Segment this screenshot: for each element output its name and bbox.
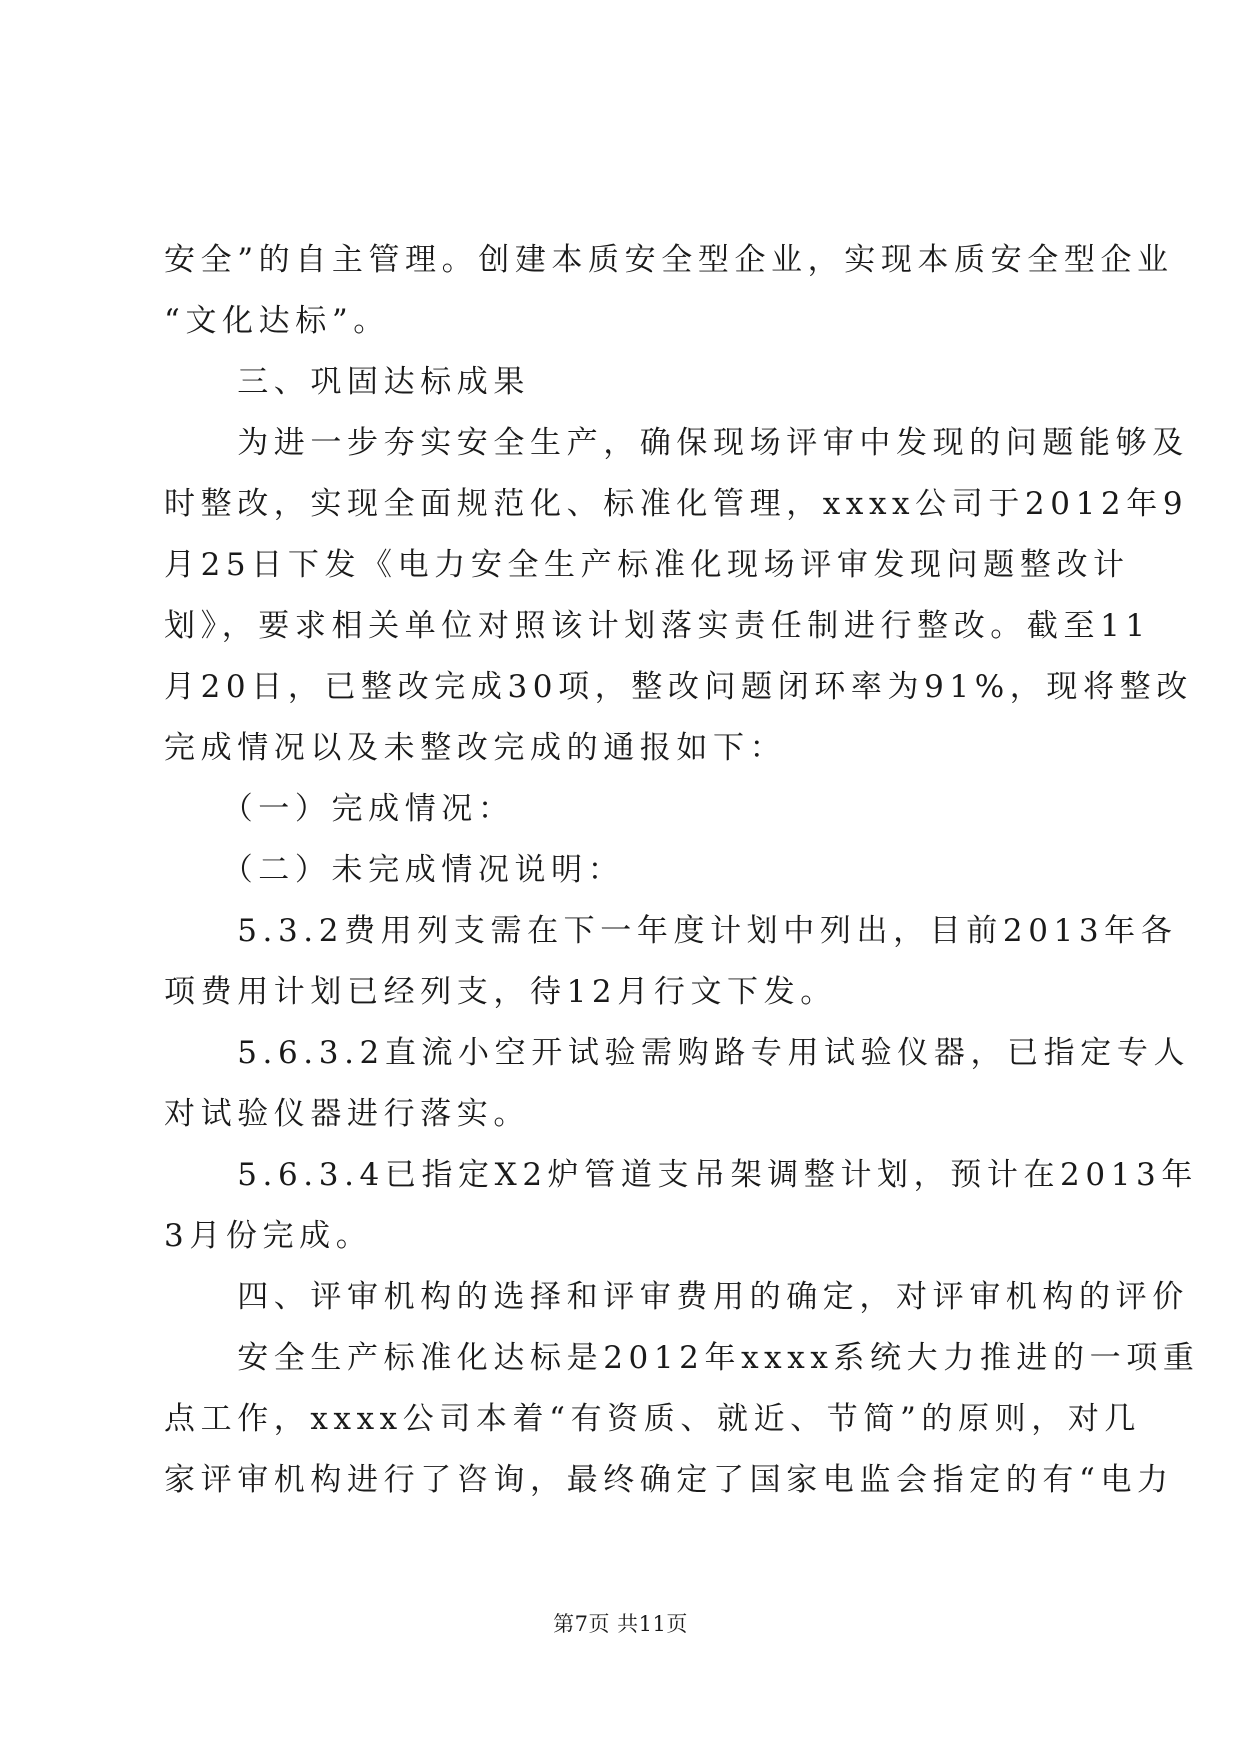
text-line: 为进一步夯实安全生产，确保现场评审中发现的问题能够及 bbox=[164, 425, 1189, 461]
text-line: 3月份完成。 bbox=[164, 1218, 373, 1254]
subsection-heading: （二）未完成情况说明： bbox=[164, 852, 625, 888]
text-line: 5.3.2费用列支需在下一年度计划中列出，目前2013年各 bbox=[164, 913, 1178, 949]
text-line: 5.6.3.2直流小空开试验需购路专用试验仪器，已指定专人 bbox=[164, 1035, 1191, 1071]
text-line: 点工作，xxxx公司本着“有资质、就近、节简”的原则，对几 bbox=[164, 1401, 1142, 1437]
text-line: 安全生产标准化达标是2012年xxxx系统大力推进的一项重 bbox=[164, 1340, 1200, 1376]
section-heading: 四、评审机构的选择和评审费用的确定，对评审机构的评价 bbox=[164, 1279, 1189, 1315]
text-line: 项费用计划已经列支，待12月行文下发。 bbox=[164, 974, 837, 1010]
text-line: “文化达标”。 bbox=[164, 303, 390, 339]
text-line: 完成情况以及未整改完成的通报如下： bbox=[164, 730, 787, 766]
text-line: 划》，要求相关单位对照该计划落实责任制进行整改。截至11 bbox=[164, 608, 1151, 644]
text-line: 月25日下发《电力安全生产标准化现场评审发现问题整改计 bbox=[164, 547, 1130, 583]
text-line: 时整改，实现全面规范化、标准化管理，xxxx公司于2012年9 bbox=[164, 486, 1189, 522]
text-line: 家评审机构进行了咨询，最终确定了国家电监会指定的有“电力 bbox=[164, 1462, 1174, 1498]
subsection-heading: （一）完成情况： bbox=[164, 791, 515, 827]
text-line: 对试验仪器进行落实。 bbox=[164, 1096, 530, 1132]
page-footer: 第7页 共11页 bbox=[553, 1612, 688, 1636]
text-line: 月20日，已整改完成30项，整改问题闭环率为91%，现将整改 bbox=[164, 669, 1193, 705]
section-heading: 三、巩固达标成果 bbox=[164, 364, 530, 400]
text-line: 5.6.3.4已指定X2炉管道支吊架调整计划，预计在2013年 bbox=[164, 1157, 1198, 1193]
text-line: 安全”的自主管理。创建本质安全型企业，实现本质安全型企业 bbox=[164, 242, 1174, 278]
document-body bbox=[164, 230, 1200, 1511]
